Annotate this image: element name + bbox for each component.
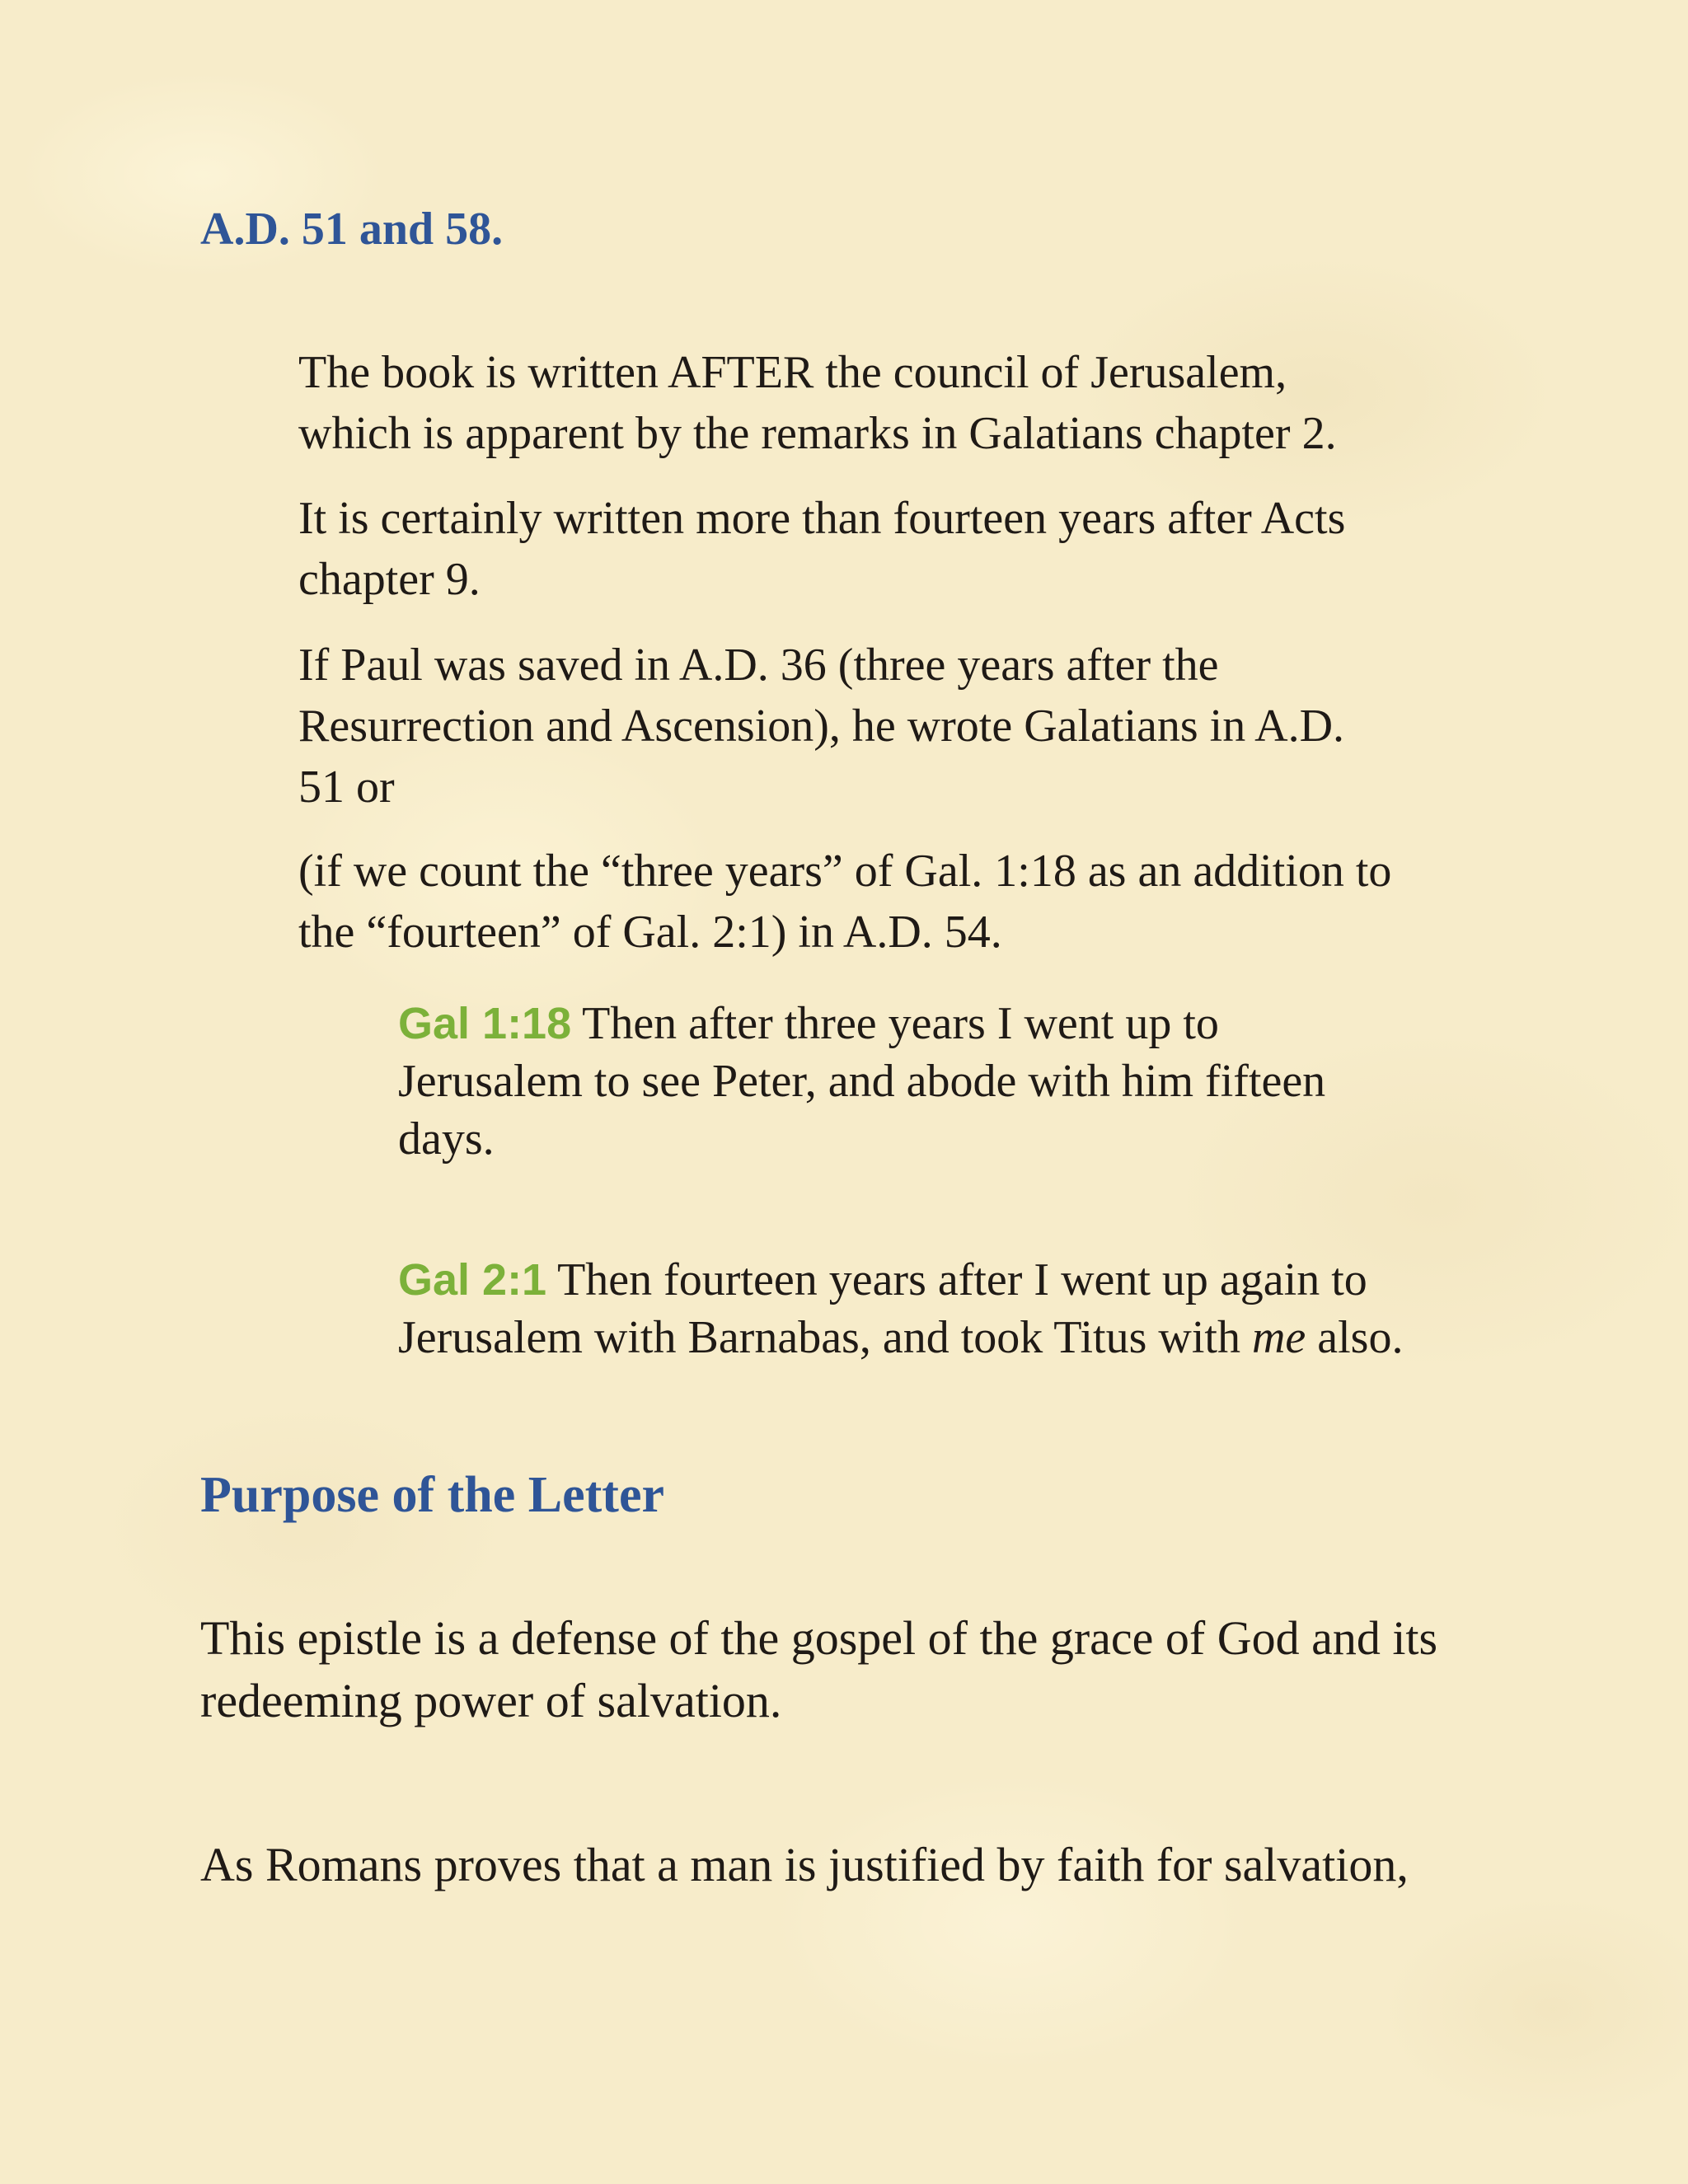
verse-line: also.: [1306, 1312, 1404, 1363]
verse-gal-1-18: [398, 995, 1511, 1168]
paragraph-acts: [298, 488, 1535, 610]
verse-line: Then fourteen years after I went up again to: [546, 1254, 1367, 1305]
body-paragraph-defense: [200, 1607, 1552, 1732]
verse-italic-word: me: [1251, 1312, 1306, 1363]
paragraph-line: 51 or: [298, 762, 395, 813]
paragraph-council: [298, 342, 1535, 464]
paragraph-paul-saved: [298, 635, 1535, 818]
verse-line: days.: [398, 1113, 495, 1165]
paragraph-line: The book is written AFTER the council of Jerusalem,: [298, 347, 1287, 398]
verse-line: Then after three years I went up to: [571, 998, 1219, 1049]
paragraph-line: which is apparent by the remarks in Galatians chapter 2.: [298, 408, 1337, 459]
body-line: This epistle is a defense of the gospel of the grace of God and its: [200, 1611, 1438, 1665]
paragraph-line: It is certainly written more than fourteen years after Acts: [298, 493, 1346, 544]
paragraph-line: Resurrection and Ascension), he wrote Galatians in A.D.: [298, 701, 1345, 752]
verse-line: Jerusalem to see Peter, and abode with him fifteen: [398, 1056, 1326, 1107]
body-line: redeeming power of salvation.: [200, 1674, 782, 1727]
date-heading: A.D. 51 and 58.: [200, 204, 504, 255]
verse-line: Jerusalem with Barnabas, and took Titus with: [398, 1312, 1252, 1363]
verse-reference: Gal 2:1: [398, 1255, 547, 1305]
verse-reference: Gal 1:18: [398, 999, 572, 1048]
section-heading: Purpose of the Letter: [200, 1467, 664, 1523]
paragraph-line: the “fourteen” of Gal. 2:1) in A.D. 54.: [298, 907, 1002, 958]
body-line: As Romans proves that a man is justified by faith for salvation,: [200, 1838, 1409, 1891]
paragraph-line: (if we count the “three years” of Gal. 1:18 as an addition to: [298, 846, 1392, 897]
paragraph-count: [298, 841, 1584, 963]
verse-gal-2-1: [398, 1251, 1568, 1366]
paragraph-line: chapter 9.: [298, 554, 481, 605]
body-paragraph-romans: [200, 1834, 1601, 1896]
paragraph-line: If Paul was saved in A.D. 36 (three years after the: [298, 640, 1219, 691]
